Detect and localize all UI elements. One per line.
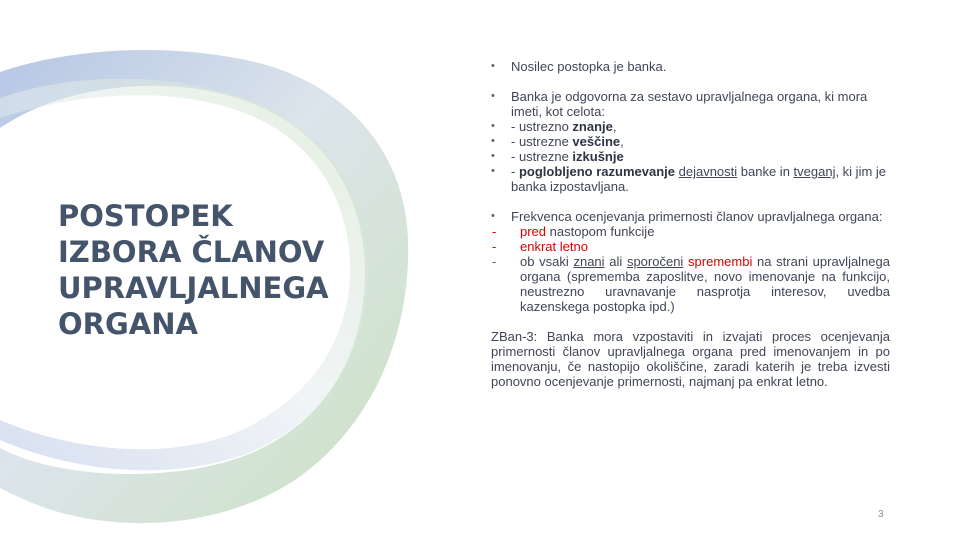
title-line: IZBORA ČLANOV <box>58 235 325 269</box>
title-line: ORGANA <box>58 307 198 341</box>
bullet-item <box>491 134 890 149</box>
red-term: pred <box>520 224 547 239</box>
bullet-text: banke in <box>737 164 794 179</box>
bullet-text: , ki jim je banka izpostavljana. <box>511 164 887 194</box>
bullet-item <box>491 89 890 119</box>
title-line: POSTOPEK <box>58 199 233 233</box>
dash-item <box>491 254 890 314</box>
bullet-item <box>491 119 890 134</box>
red-term: enkrat letno <box>520 239 588 254</box>
bullet-marker: • <box>491 120 495 132</box>
dash-item <box>491 224 890 239</box>
bullet-text: Frekvenca ocenjevanja primernosti članov upravljalnega organa: <box>511 209 883 224</box>
dash-marker: - <box>492 224 497 239</box>
bold-term: poglobljeno razumevanje <box>518 164 675 179</box>
bold-term: znanje <box>572 119 613 134</box>
bullet-text: - <box>511 164 519 179</box>
bullet-text: - ustrezne <box>511 134 573 149</box>
underlined-term: znani <box>573 254 605 269</box>
punct: , <box>620 134 624 149</box>
bullet-item <box>491 149 890 164</box>
bullet-text: - ustrezne <box>511 149 573 164</box>
title-line: UPRAVLJALNEGA <box>58 271 329 305</box>
dash-text: na strani upravljalnega organa (sprememba zaposlitve, novo imenovanje na funkcijo, neustrezno uravnavanje nasprotja interesov, uvedba kazenskega postopka ipd.) <box>520 254 890 314</box>
zban-paragraph: ZBan-3: Banka mora vzpostaviti in izvajati proces ocenjevanja primernosti članov upravljalnega organa pred imenovanjem in po imenovanju, če nastopijo okoliščine, zaradi katerih je treba izvesti ponovno ocenjevanje primernosti, najmanj pa enkrat letno. <box>491 329 890 389</box>
underlined-term: dejavnosti <box>678 164 738 179</box>
bullet-marker: • <box>491 150 495 162</box>
dash-text: nastopom funkcije <box>546 224 655 239</box>
dash-marker: - <box>492 239 497 254</box>
bullet-text: - ustrezno <box>511 119 573 134</box>
dash-item <box>491 239 890 254</box>
bullet-text: Banka je odgovorna za sestavo upravljalnega organa, ki mora imeti, kot celota: <box>511 89 868 119</box>
bullet-marker: • <box>491 165 495 177</box>
dash-text: ali <box>604 254 627 269</box>
bullet-item <box>491 164 890 194</box>
page-number: 3 <box>878 509 884 520</box>
slide-title <box>58 198 388 342</box>
bullet-marker: • <box>491 210 495 222</box>
dash-text: ob vsaki <box>520 254 574 269</box>
bold-term: izkušnje <box>572 149 624 164</box>
content-body <box>491 59 890 389</box>
bold-term: veščine <box>572 134 621 149</box>
dash-marker: - <box>492 254 497 269</box>
underlined-term: sporočeni <box>626 254 684 269</box>
bullet-marker: • <box>491 60 495 72</box>
bullet-item <box>491 209 890 224</box>
bullet-marker: • <box>491 135 495 147</box>
punct: , <box>612 119 617 134</box>
bullet-item <box>491 59 890 74</box>
bullet-text: Nosilec postopka je banka. <box>511 59 667 74</box>
red-term: spremembi <box>688 254 753 269</box>
bullet-marker: • <box>491 90 495 102</box>
underlined-term: tveganj <box>793 164 836 179</box>
